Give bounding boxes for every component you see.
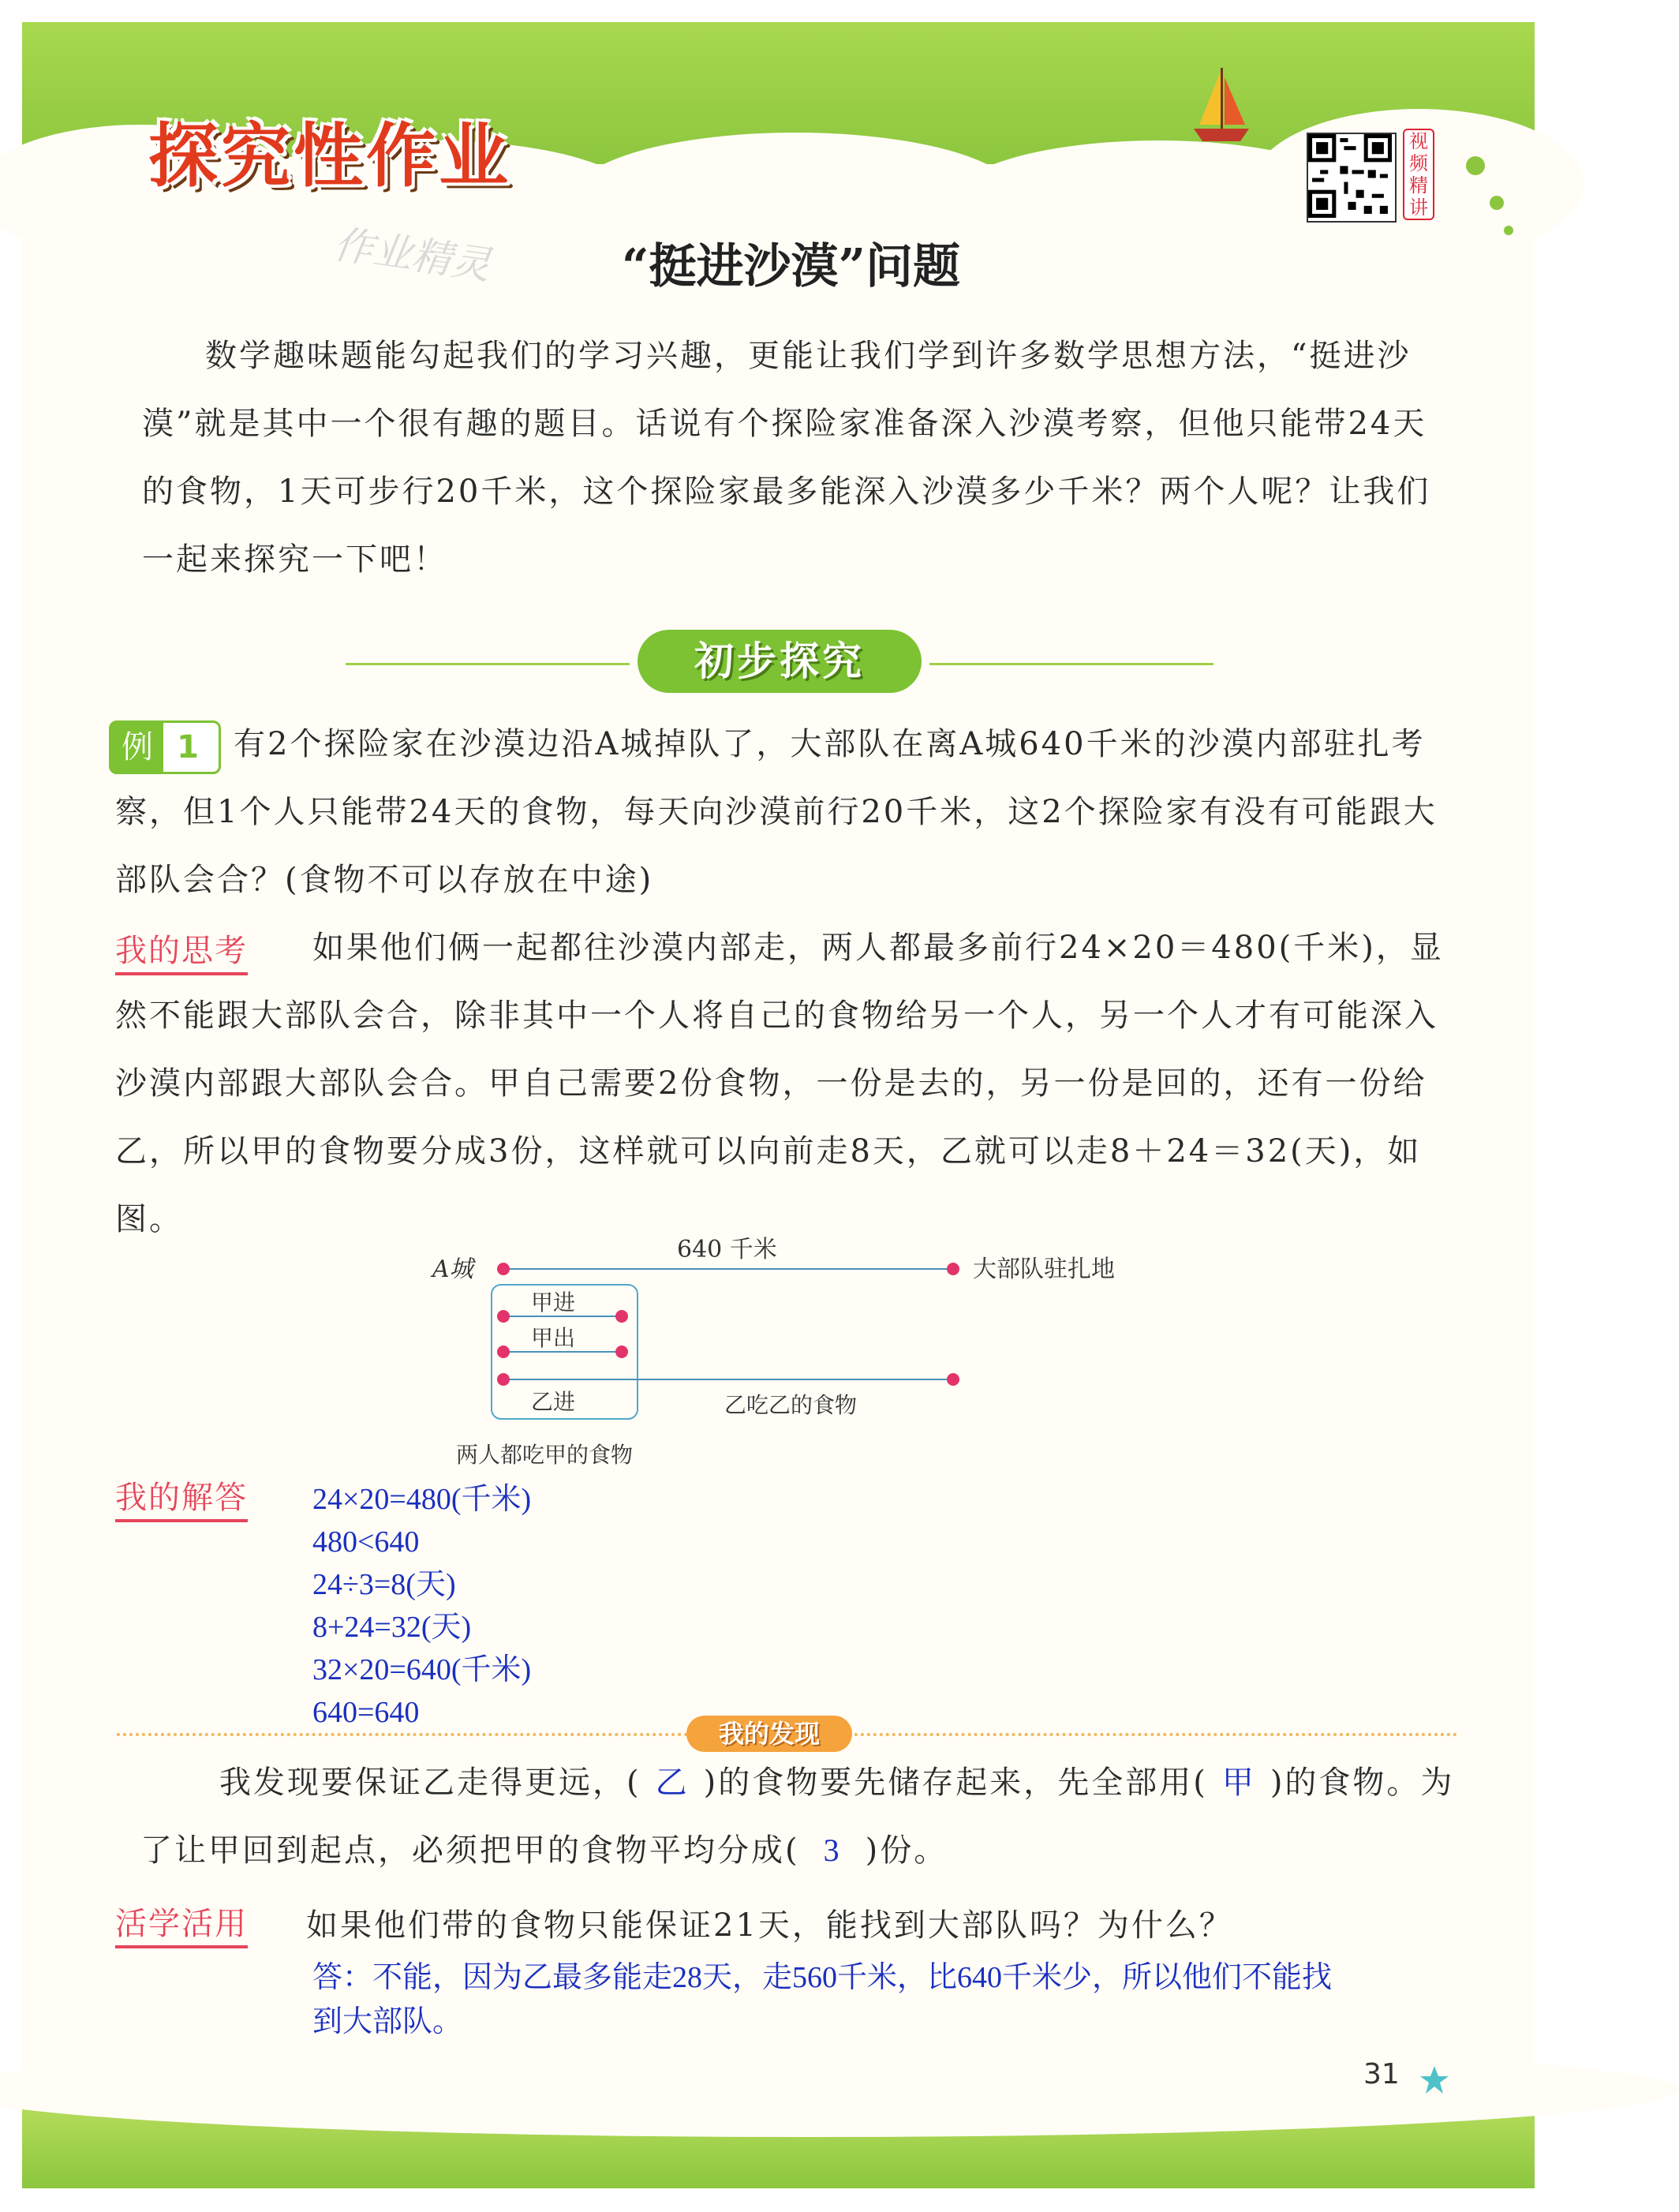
page-number: 31 bbox=[1363, 2058, 1400, 2090]
answer-line: 640=640 bbox=[312, 1696, 420, 1729]
qr-code[interactable] bbox=[1307, 133, 1397, 223]
shared-food-caption: 两人都吃甲的食物 bbox=[456, 1442, 634, 1468]
discovery-blank-3[interactable]: 3 bbox=[823, 1832, 842, 1868]
discovery-heading: 我的发现 bbox=[686, 1716, 852, 1752]
discovery-text-part: 我发现要保证乙走得更远，( bbox=[219, 1765, 641, 1801]
example-badge-number: 1 bbox=[177, 729, 199, 765]
section-divider-right bbox=[929, 663, 1213, 665]
answer-line: 480<640 bbox=[312, 1525, 420, 1559]
section-divider-left bbox=[346, 663, 630, 665]
example-problem: 有2个探险家在沙漠边沿A城掉队了，大部队在离A城640千米的沙漠内部驻扎考察，但1个人只能带24天的食物，每天向沙漠前行20千米，这2个探险家有没有可能跟大部队会合？(食物不可以存放在中途) bbox=[115, 726, 1438, 898]
page-title: “挺进沙漠”问题 bbox=[622, 239, 961, 294]
row-jia-in: 甲进 bbox=[531, 1289, 576, 1316]
sailboat-icon bbox=[1190, 65, 1253, 152]
section-title: 探究性作业 bbox=[148, 115, 512, 196]
discovery-text-part: )的食物要先储存起来，先全部用( bbox=[703, 1765, 1208, 1801]
row-jia-out: 甲出 bbox=[531, 1325, 576, 1351]
section-title-banner bbox=[148, 101, 574, 215]
distance-label: 640 千米 bbox=[677, 1236, 777, 1263]
qr-code-icon bbox=[1308, 134, 1392, 218]
apply-question: 如果他们带的食物只能保证21天，能找到大部队吗？为什么？ bbox=[306, 1907, 1233, 1944]
page bbox=[22, 22, 1535, 2188]
apply-label: 活学活用 bbox=[115, 1899, 248, 1948]
route-diagram bbox=[432, 1230, 1190, 1474]
yi-own-food-label: 乙吃乙的食物 bbox=[724, 1392, 858, 1418]
example-badge-label: 例 bbox=[111, 723, 163, 772]
answer-line: 24×20=480(千米) bbox=[312, 1483, 532, 1516]
end-point bbox=[947, 1263, 959, 1275]
decor-dot bbox=[1466, 156, 1485, 175]
qr-label: 视频精讲 bbox=[1403, 129, 1434, 220]
thinking-text: 如果他们俩一起都往沙漠内部走，两人都最多前行24×20＝480(千米)，显然不能跟大部队会合，除非其中一个人将自己的食物给另一个人，另一个人才有可能深入沙漠内部跟大部队会合。甲自己需要2份食物，一份是去的，另一份是回的，还有一份给乙，所以甲的食物要分成3份，这样就可以向前走8天，乙就可以走8＋24＝32(天)，如图。 bbox=[115, 930, 1444, 1237]
start-point bbox=[497, 1263, 510, 1275]
answer-block bbox=[312, 1478, 707, 1729]
discovery-blank-2[interactable]: 甲 bbox=[1221, 1765, 1256, 1800]
answer-line: 32×20=640(千米) bbox=[312, 1653, 532, 1686]
decor-dot bbox=[1490, 196, 1504, 210]
answer-line: 8+24=32(天) bbox=[312, 1611, 472, 1644]
apply-answer: 答：不能，因为乙最多能走28天，走560千米，比640千米少，所以他们不能找到大部队。 bbox=[312, 1961, 1333, 2038]
row-yi-in: 乙进 bbox=[531, 1389, 576, 1415]
answer-label: 我的解答 bbox=[115, 1473, 248, 1522]
answer-line: 24÷3=8(天) bbox=[312, 1568, 456, 1601]
discovery-text-part: )份。 bbox=[865, 1832, 948, 1869]
decor-dot bbox=[1504, 226, 1513, 235]
star-icon bbox=[1419, 2064, 1450, 2096]
start-label: A城 bbox=[432, 1256, 473, 1283]
discovery-text bbox=[140, 1749, 1466, 1885]
section-heading: 初步探究 bbox=[638, 630, 922, 693]
discovery-text-part: )的食物。为了让甲回到起点，必须把甲的食物平均分成( bbox=[140, 1765, 1455, 1869]
end-label: 大部队驻扎地 bbox=[973, 1256, 1115, 1283]
discovery-blank-1[interactable]: 乙 bbox=[655, 1765, 690, 1800]
intro-paragraph: 数学趣味题能勾起我们的学习兴趣，更能让我们学到许多数学思想方法，“挺进沙漠”就是其中一个很有趣的题目。话说有个探险家准备深入沙漠考察，但他只能带24天的食物，1天可步行20千米，这个探险家最多能深入沙漠多少千米？两个人呢？让我们一起来探究一下吧！ bbox=[142, 338, 1431, 578]
watermark: 作业精灵 bbox=[331, 221, 494, 289]
thinking-label: 我的思考 bbox=[115, 926, 248, 975]
